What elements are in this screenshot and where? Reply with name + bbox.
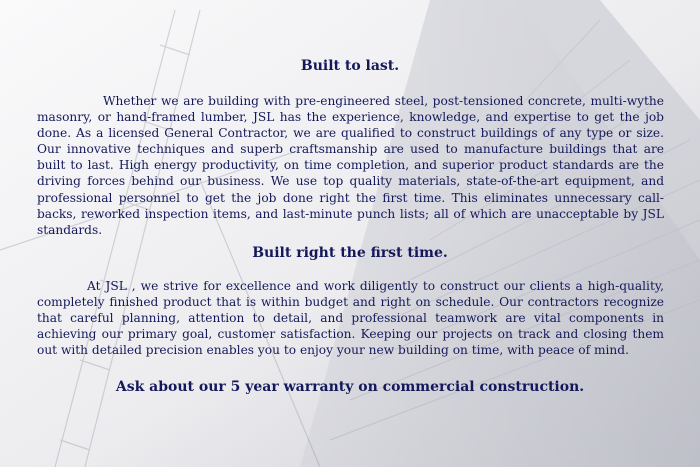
section-body-built-to-last	[37, 93, 664, 238]
section-body-text: Whether we are building with pre-engineered steel, post-tensioned concrete, multi-wythe masonry, or hand-framed lumber, JSL has the experience, knowledge, and expertise to get the job done. As a licensed General Contractor, we are qualified to construct buildings of any type or size. Our innovative techniques and superb craftsmanship are used to manufacture buildings that are built to last. High energy productivity, on time completion, and superior product standards are the driving forces behind our business. We use top quality materials, state-of-the-art equipment, and professional personnel to get the job done right the first time. This eliminates unnecessary call-backs, reworked inspection items, and last-minute punch lists; all of which are unacceptable by JSL standards.	[37, 94, 664, 237]
warranty-heading: Ask about our 5 year warranty on commercial construction.	[115, 379, 585, 395]
section-body-built-right	[37, 278, 664, 358]
section-heading-built-to-last: Built to last.	[300, 58, 400, 74]
section-body-text: At JSL , we strive for excellence and work diligently to construct our clients a high-quality, completely finished product that is within budget and right on schedule. Our contractors recognize that careful planning, attention to detail, and professional teamwork are vital components in achieving our primary goal, customer satisfaction. Keeping our projects on track and closing them out with detailed precision enables you to enjoy your new building on time, with peace of mind.	[37, 279, 664, 358]
section-heading-built-right: Built right the first time.	[252, 245, 448, 261]
